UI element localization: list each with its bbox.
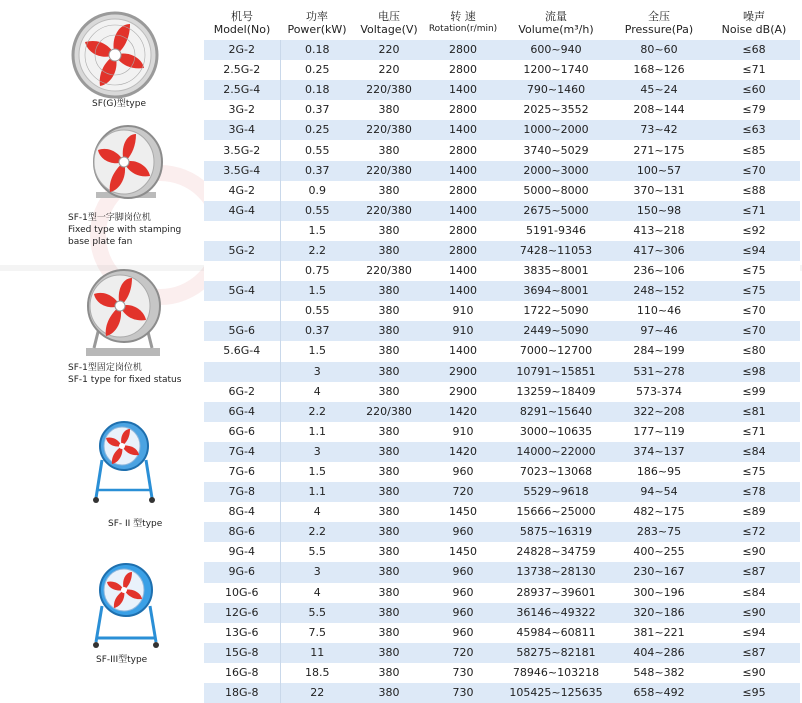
cell-rotation: 1400 (424, 201, 502, 221)
cell-noise: ≤70 (708, 161, 800, 181)
cell-power: 0.18 (280, 80, 354, 100)
cell-power: 0.55 (280, 301, 354, 321)
cell-volume: 3835~8001 (502, 261, 610, 281)
cell-model: 3.5G-4 (204, 161, 280, 181)
cell-power: 4 (280, 583, 354, 603)
cell-pressure: 283~75 (610, 522, 708, 542)
cell-rotation: 1400 (424, 120, 502, 140)
cell-rotation: 720 (424, 643, 502, 663)
table-row (204, 623, 800, 643)
cell-volume: 28937~39601 (502, 583, 610, 603)
cell-voltage: 380 (354, 140, 424, 160)
cell-model: 7G-4 (204, 442, 280, 462)
cell-model: 5G-2 (204, 241, 280, 261)
cell-rotation: 960 (424, 583, 502, 603)
cell-volume: 1000~2000 (502, 120, 610, 140)
cell-model: 6G-6 (204, 422, 280, 442)
cell-volume: 45984~60811 (502, 623, 610, 643)
cell-noise: ≤94 (708, 241, 800, 261)
cell-model (204, 221, 280, 241)
cell-voltage: 220/380 (354, 161, 424, 181)
cell-voltage: 380 (354, 482, 424, 502)
cell-pressure: 482~175 (610, 502, 708, 522)
cell-power: 0.25 (280, 120, 354, 140)
table-row (204, 201, 800, 221)
cell-voltage: 220 (354, 60, 424, 80)
cell-model: 3.5G-2 (204, 140, 280, 160)
cell-pressure: 271~175 (610, 140, 708, 160)
cell-volume: 8291~15640 (502, 402, 610, 422)
cell-pressure: 381~221 (610, 623, 708, 643)
cell-noise: ≤90 (708, 603, 800, 623)
caption-fan1: SF(G)型type (92, 99, 146, 109)
cell-model: 6G-2 (204, 382, 280, 402)
cell-rotation: 2900 (424, 382, 502, 402)
cell-voltage: 380 (354, 341, 424, 361)
table-row (204, 140, 800, 160)
cell-volume: 13259~18409 (502, 382, 610, 402)
cell-noise: ≤71 (708, 60, 800, 80)
cell-voltage: 380 (354, 643, 424, 663)
cell-noise: ≤70 (708, 321, 800, 341)
cell-model: 5G-6 (204, 321, 280, 341)
table-row (204, 161, 800, 181)
cell-voltage: 220/380 (354, 402, 424, 422)
cell-power: 11 (280, 643, 354, 663)
cell-power: 2.2 (280, 402, 354, 422)
cell-noise: ≤94 (708, 623, 800, 643)
cell-power: 1.5 (280, 341, 354, 361)
cell-pressure: 100~57 (610, 161, 708, 181)
cell-rotation: 1420 (424, 402, 502, 422)
cell-rotation: 2800 (424, 40, 502, 60)
cell-pressure: 45~24 (610, 80, 708, 100)
cell-noise: ≤75 (708, 462, 800, 482)
cell-noise: ≤87 (708, 643, 800, 663)
cell-model: 7G-8 (204, 482, 280, 502)
cell-pressure: 300~196 (610, 583, 708, 603)
cell-model (204, 301, 280, 321)
cell-rotation: 2900 (424, 362, 502, 382)
cell-noise: ≤71 (708, 201, 800, 221)
cell-rotation: 2800 (424, 140, 502, 160)
cell-pressure: 374~137 (610, 442, 708, 462)
cell-pressure: 248~152 (610, 281, 708, 301)
cell-rotation: 960 (424, 603, 502, 623)
cell-noise: ≤60 (708, 80, 800, 100)
cell-noise: ≤80 (708, 341, 800, 361)
cell-pressure: 658~492 (610, 683, 708, 703)
table-row (204, 583, 800, 603)
cell-pressure: 97~46 (610, 321, 708, 341)
cell-power: 1.1 (280, 482, 354, 502)
table-row (204, 663, 800, 683)
cell-rotation: 910 (424, 422, 502, 442)
product-image-column (0, 0, 200, 699)
table-row (204, 442, 800, 462)
table-row (204, 603, 800, 623)
cell-rotation: 1420 (424, 442, 502, 462)
cell-volume: 5000~8000 (502, 181, 610, 201)
table-row (204, 221, 800, 241)
cell-pressure: 417~306 (610, 241, 708, 261)
cell-model: 5G-4 (204, 281, 280, 301)
cell-rotation: 1400 (424, 341, 502, 361)
table-row (204, 341, 800, 361)
table-row (204, 80, 800, 100)
table-row (204, 281, 800, 301)
cell-rotation: 1400 (424, 161, 502, 181)
cell-volume: 2675~5000 (502, 201, 610, 221)
table-row (204, 241, 800, 261)
cell-volume: 5191-9346 (502, 221, 610, 241)
cell-voltage: 380 (354, 683, 424, 703)
cell-rotation: 1450 (424, 542, 502, 562)
cell-noise: ≤81 (708, 402, 800, 422)
cell-voltage: 220 (354, 40, 424, 60)
cell-noise: ≤75 (708, 281, 800, 301)
cell-voltage: 380 (354, 100, 424, 120)
cell-noise: ≤72 (708, 522, 800, 542)
cell-volume: 36146~49322 (502, 603, 610, 623)
cell-voltage: 220/380 (354, 80, 424, 100)
cell-power: 1.1 (280, 422, 354, 442)
cell-pressure: 548~382 (610, 663, 708, 683)
cell-model: 4G-2 (204, 181, 280, 201)
cell-noise: ≤92 (708, 221, 800, 241)
cell-rotation: 720 (424, 482, 502, 502)
cell-pressure: 208~144 (610, 100, 708, 120)
cell-pressure: 320~186 (610, 603, 708, 623)
cell-voltage: 380 (354, 241, 424, 261)
cell-noise: ≤78 (708, 482, 800, 502)
table-row (204, 422, 800, 442)
cell-noise: ≤75 (708, 261, 800, 281)
cell-noise: ≤90 (708, 542, 800, 562)
cell-noise: ≤98 (708, 362, 800, 382)
cell-power: 0.55 (280, 140, 354, 160)
cell-volume: 7000~12700 (502, 341, 610, 361)
table-row (204, 321, 800, 341)
cell-power: 5.5 (280, 603, 354, 623)
header-noise: 噪声 Noise dB(A) (708, 6, 800, 40)
cell-voltage: 380 (354, 603, 424, 623)
cell-model: 13G-6 (204, 623, 280, 643)
cell-noise: ≤84 (708, 583, 800, 603)
cell-power: 5.5 (280, 542, 354, 562)
cell-rotation: 1400 (424, 80, 502, 100)
cell-model: 9G-4 (204, 542, 280, 562)
cell-pressure: 284~199 (610, 341, 708, 361)
caption-fan3-line2: SF-1 type for fixed status (68, 375, 182, 385)
cell-rotation: 910 (424, 321, 502, 341)
cell-power: 1.5 (280, 462, 354, 482)
cell-rotation: 730 (424, 683, 502, 703)
cell-volume: 790~1460 (502, 80, 610, 100)
cell-pressure: 186~95 (610, 462, 708, 482)
cell-power: 2.2 (280, 522, 354, 542)
cell-volume: 1200~1740 (502, 60, 610, 80)
table-row (204, 301, 800, 321)
cell-voltage: 380 (354, 382, 424, 402)
cell-model: 8G-4 (204, 502, 280, 522)
header-model: 机号 Model(No) (204, 6, 280, 40)
cell-voltage: 380 (354, 321, 424, 341)
table-row (204, 502, 800, 522)
cell-pressure: 230~167 (610, 562, 708, 582)
table-row (204, 382, 800, 402)
cell-voltage: 220/380 (354, 120, 424, 140)
header-power: 功率 Power(kW) (280, 6, 354, 40)
cell-voltage: 220/380 (354, 201, 424, 221)
cell-rotation: 960 (424, 462, 502, 482)
cell-volume: 2000~3000 (502, 161, 610, 181)
table-header-row (204, 6, 800, 40)
cell-rotation: 2800 (424, 60, 502, 80)
axial-fan-icon (70, 10, 160, 100)
cell-power: 0.18 (280, 40, 354, 60)
cell-volume: 5529~9618 (502, 482, 610, 502)
cell-power: 0.75 (280, 261, 354, 281)
cell-power: 1.5 (280, 281, 354, 301)
caption-fan2-line2: Fixed type with stamping (68, 225, 182, 235)
cell-pressure: 404~286 (610, 643, 708, 663)
cell-volume: 5875~16319 (502, 522, 610, 542)
cell-model: 2G-2 (204, 40, 280, 60)
cell-power: 4 (280, 382, 354, 402)
cell-pressure: 370~131 (610, 181, 708, 201)
cell-rotation: 1400 (424, 281, 502, 301)
header-pressure: 全压 Pressure(Pa) (610, 6, 708, 40)
cell-volume: 58275~82181 (502, 643, 610, 663)
cell-volume: 3000~10635 (502, 422, 610, 442)
cell-model: 2.5G-4 (204, 80, 280, 100)
cell-rotation: 2800 (424, 100, 502, 120)
cell-noise: ≤95 (708, 683, 800, 703)
cell-model: 10G-6 (204, 583, 280, 603)
cell-model (204, 261, 280, 281)
cell-rotation: 730 (424, 663, 502, 683)
cell-volume: 7023~13068 (502, 462, 610, 482)
cell-power: 3 (280, 442, 354, 462)
cell-pressure: 110~46 (610, 301, 708, 321)
cell-power: 1.5 (280, 221, 354, 241)
cell-model: 5.6G-4 (204, 341, 280, 361)
blue-cage-fan-icon (90, 562, 162, 650)
cell-model: 2.5G-2 (204, 60, 280, 80)
cell-noise: ≤70 (708, 301, 800, 321)
cell-model (204, 362, 280, 382)
cell-voltage: 380 (354, 301, 424, 321)
cell-model: 9G-6 (204, 562, 280, 582)
cell-volume: 600~940 (502, 40, 610, 60)
cell-rotation: 910 (424, 301, 502, 321)
cell-model: 15G-8 (204, 643, 280, 663)
cell-power: 22 (280, 683, 354, 703)
cell-rotation: 1400 (424, 261, 502, 281)
cell-noise: ≤68 (708, 40, 800, 60)
cell-voltage: 380 (354, 583, 424, 603)
cell-voltage: 380 (354, 522, 424, 542)
cell-power: 18.5 (280, 663, 354, 683)
cell-voltage: 380 (354, 623, 424, 643)
header-voltage: 电压 Voltage(V) (354, 6, 424, 40)
cell-voltage: 380 (354, 663, 424, 683)
cell-model: 16G-8 (204, 663, 280, 683)
cell-volume: 78946~103218 (502, 663, 610, 683)
cell-voltage: 380 (354, 462, 424, 482)
cell-power: 3 (280, 362, 354, 382)
table-row (204, 683, 800, 703)
cell-power: 0.37 (280, 321, 354, 341)
cell-rotation: 2800 (424, 221, 502, 241)
cell-volume: 7428~11053 (502, 241, 610, 261)
blue-trolley-fan-icon (88, 420, 160, 504)
cell-model: 7G-6 (204, 462, 280, 482)
cell-model: 12G-6 (204, 603, 280, 623)
cell-pressure: 168~126 (610, 60, 708, 80)
caption-fan5: SF-III型type (96, 655, 148, 665)
cell-voltage: 220/380 (354, 261, 424, 281)
cell-power: 7.5 (280, 623, 354, 643)
cell-power: 0.25 (280, 60, 354, 80)
spec-table (204, 6, 801, 703)
cell-rotation: 960 (424, 562, 502, 582)
cell-noise: ≤90 (708, 663, 800, 683)
cell-power: 2.2 (280, 241, 354, 261)
cell-voltage: 380 (354, 221, 424, 241)
cell-pressure: 94~54 (610, 482, 708, 502)
cell-volume: 10791~15851 (502, 362, 610, 382)
fixed-stand-fan-icon (76, 268, 166, 360)
cell-pressure: 400~255 (610, 542, 708, 562)
cell-pressure: 150~98 (610, 201, 708, 221)
cell-volume: 2025~3552 (502, 100, 610, 120)
cell-model: 3G-4 (204, 120, 280, 140)
table-row (204, 522, 800, 542)
table-row (204, 40, 800, 60)
cell-noise: ≤71 (708, 422, 800, 442)
cell-power: 4 (280, 502, 354, 522)
caption-fan3-line1: SF-1型固定岗位机 (68, 363, 142, 373)
cell-rotation: 960 (424, 522, 502, 542)
cell-voltage: 380 (354, 562, 424, 582)
cell-model: 8G-6 (204, 522, 280, 542)
cell-noise: ≤89 (708, 502, 800, 522)
cell-rotation: 2800 (424, 181, 502, 201)
cell-noise: ≤87 (708, 562, 800, 582)
cell-voltage: 380 (354, 181, 424, 201)
cell-voltage: 380 (354, 542, 424, 562)
table-row (204, 100, 800, 120)
cell-power: 0.55 (280, 201, 354, 221)
cell-power: 0.37 (280, 100, 354, 120)
caption-fan4: SF- II 型type (108, 519, 163, 529)
cell-model: 4G-4 (204, 201, 280, 221)
header-volume: 流量 Volume(m³/h) (502, 6, 610, 40)
table-row (204, 482, 800, 502)
cell-volume: 2449~5090 (502, 321, 610, 341)
cell-voltage: 380 (354, 362, 424, 382)
cell-volume: 14000~22000 (502, 442, 610, 462)
cell-noise: ≤79 (708, 100, 800, 120)
cell-volume: 24828~34759 (502, 542, 610, 562)
cell-power: 0.9 (280, 181, 354, 201)
cell-voltage: 380 (354, 442, 424, 462)
cell-voltage: 380 (354, 422, 424, 442)
cell-voltage: 380 (354, 502, 424, 522)
cell-noise: ≤63 (708, 120, 800, 140)
cell-noise: ≤85 (708, 140, 800, 160)
cell-model: 3G-2 (204, 100, 280, 120)
caption-fan2-line3: base plate fan (68, 237, 133, 247)
cell-volume: 105425~125635 (502, 683, 610, 703)
table-row (204, 362, 800, 382)
table-body (204, 40, 800, 703)
cell-volume: 3740~5029 (502, 140, 610, 160)
cell-pressure: 73~42 (610, 120, 708, 140)
cell-power: 3 (280, 562, 354, 582)
cell-pressure: 236~106 (610, 261, 708, 281)
table-row (204, 542, 800, 562)
table-row (204, 60, 800, 80)
cell-pressure: 531~278 (610, 362, 708, 382)
table-row (204, 120, 800, 140)
cell-rotation: 1450 (424, 502, 502, 522)
cell-pressure: 573-374 (610, 382, 708, 402)
cell-rotation: 960 (424, 623, 502, 643)
cell-volume: 13738~28130 (502, 562, 610, 582)
cell-pressure: 80~60 (610, 40, 708, 60)
cell-volume: 1722~5090 (502, 301, 610, 321)
cell-noise: ≤99 (708, 382, 800, 402)
table-row (204, 462, 800, 482)
cell-pressure: 413~218 (610, 221, 708, 241)
table-row (204, 562, 800, 582)
cell-pressure: 322~208 (610, 402, 708, 422)
cell-volume: 3694~8001 (502, 281, 610, 301)
table-row (204, 261, 800, 281)
cell-power: 0.37 (280, 161, 354, 181)
cell-voltage: 380 (354, 281, 424, 301)
cell-model: 6G-4 (204, 402, 280, 422)
cell-pressure: 177~119 (610, 422, 708, 442)
cell-rotation: 2800 (424, 241, 502, 261)
cell-noise: ≤84 (708, 442, 800, 462)
table-row (204, 181, 800, 201)
stamping-base-fan-icon (70, 122, 170, 210)
header-rotation: 转 速 Rotation(r/min) (424, 6, 502, 40)
cell-model: 18G-8 (204, 683, 280, 703)
caption-fan2-line1: SF-1型一字脚岗位机 (68, 213, 151, 223)
table-row (204, 402, 800, 422)
cell-noise: ≤88 (708, 181, 800, 201)
table-row (204, 643, 800, 663)
cell-volume: 15666~25000 (502, 502, 610, 522)
